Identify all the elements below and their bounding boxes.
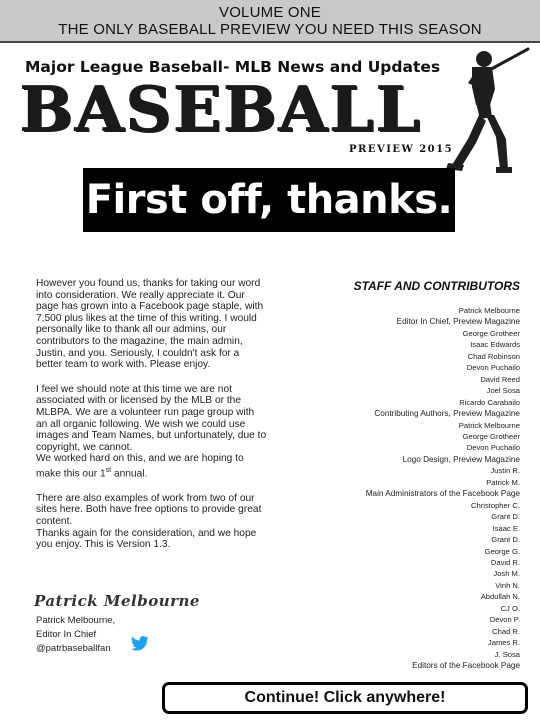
- staff-name-line: Chad Robinson: [467, 351, 520, 361]
- volume-banner: [0, 0, 540, 43]
- staff-name-line: Patrick Melbourne: [458, 306, 520, 315]
- intro-column: [36, 278, 268, 564]
- staff-role-line: Logo Design, Preview Magazine: [402, 454, 520, 464]
- intro-paragraph-annual: [36, 453, 268, 480]
- staff-name-line: Isaac Edwards: [470, 340, 520, 350]
- staff-name-line: Josh M.: [493, 569, 520, 579]
- annual-text-end: annual.: [111, 468, 148, 480]
- masthead-preview-label: PREVIEW 2015: [349, 144, 454, 155]
- banner-tagline: THE ONLY BASEBALL PREVIEW YOU NEED THIS SEASON: [58, 21, 482, 38]
- staff-name-line: Vinh N.: [495, 580, 520, 590]
- staff-name-line: J. Sosa: [494, 649, 520, 659]
- staff-role-line: Main Administrators of the Facebook Page: [365, 489, 520, 499]
- staff-name-line: David Reed: [480, 374, 520, 384]
- staff-name-line: Abdullah N.: [480, 592, 520, 602]
- staff-name-line: David R.: [490, 557, 520, 567]
- staff-name-line: James R.: [487, 638, 520, 648]
- annual-superscript: st: [105, 466, 112, 474]
- staff-name-line: Grant D.: [491, 535, 520, 545]
- masthead-title: BASEBALL: [20, 72, 423, 146]
- staff-name-line: Devon P.: [489, 615, 520, 625]
- staff-name-line: Patrick Melbourne: [458, 420, 520, 430]
- staff-name-line: Christopher C.: [471, 500, 520, 510]
- staff-name-line: Devon Puchailo: [466, 363, 520, 373]
- staff-name-line: George Grotheer: [462, 431, 520, 441]
- editor-sign-block: [36, 614, 115, 656]
- staff-role-line: Editors of the Facebook Page: [412, 661, 520, 671]
- staff-role-line: Contributing Authors, Preview Magazine: [374, 409, 520, 419]
- intro-paragraph-examples: There are also examples of work from two of our sites here. Both have free options to provide great content.: [36, 492, 262, 528]
- annual-text: We worked hard on this, and we are hoping to make this our 1: [36, 453, 244, 480]
- intro-paragraph-closing: Thanks again for the consideration, and we hope you enjoy. This is Version 1.3.: [36, 527, 257, 551]
- staff-name-line: Chad R.: [492, 626, 520, 636]
- masthead-subtitle: Major League Baseball- MLB News and Updates: [25, 58, 441, 76]
- editor-signature: Patrick Melbourne: [34, 592, 200, 610]
- staff-role-line: Editor In Chief, Preview Magazine: [396, 317, 520, 327]
- staff-name-line: Ricardo Carabailo: [459, 397, 520, 407]
- staff-name-line: Isaac E.: [492, 523, 520, 533]
- editor-twitter-handle[interactable]: @patrbaseballfan: [36, 643, 111, 654]
- staff-name-line: George G.: [484, 546, 520, 556]
- volume-label: VOLUME ONE: [218, 4, 322, 21]
- staff-name-line: Devon Puchailo: [466, 443, 520, 453]
- staff-name-line: Grant D.: [491, 512, 520, 522]
- intro-paragraph-thanks: However you found us, thanks for taking our word into consideration. We really appreciate it. Our page has grown into a Facebook page staple, with 7,500 plus likes at the time of this writing. I would personally like to thank all our admins, our contributors to the magazine, the main admin, Justin, and you. Seriously, I couldn't ask for a better team to work with. Please enjoy.: [36, 278, 264, 371]
- editor-name: Patrick Melbourne,: [36, 615, 116, 626]
- intro-paragraph-disclaimer: I feel we should note at this time we are not associated with or licensed by the MLB or the MLBPA. We are a volunteer run page group with an all organic following. We wish we could use images and Team Names, but unfortunately, due to copyright, we cannot.: [36, 383, 267, 453]
- twitter-bird-icon[interactable]: [130, 636, 150, 652]
- continue-button[interactable]: Continue! Click anywhere!: [162, 682, 528, 714]
- baseball-batter-icon: [432, 47, 537, 175]
- headline: First off, thanks.: [83, 168, 455, 232]
- staff-heading: STAFF AND CONTRIBUTORS: [353, 279, 520, 293]
- editor-title: Editor In Chief: [36, 629, 97, 640]
- staff-name-line: CJ O.: [500, 603, 520, 613]
- staff-list: [260, 305, 520, 672]
- staff-name-line: George Grotheer: [462, 328, 520, 338]
- staff-name-line: Justin R.: [490, 466, 520, 476]
- staff-name-line: Patrick M.: [486, 477, 520, 487]
- staff-name-line: Joel Sosa: [486, 386, 520, 396]
